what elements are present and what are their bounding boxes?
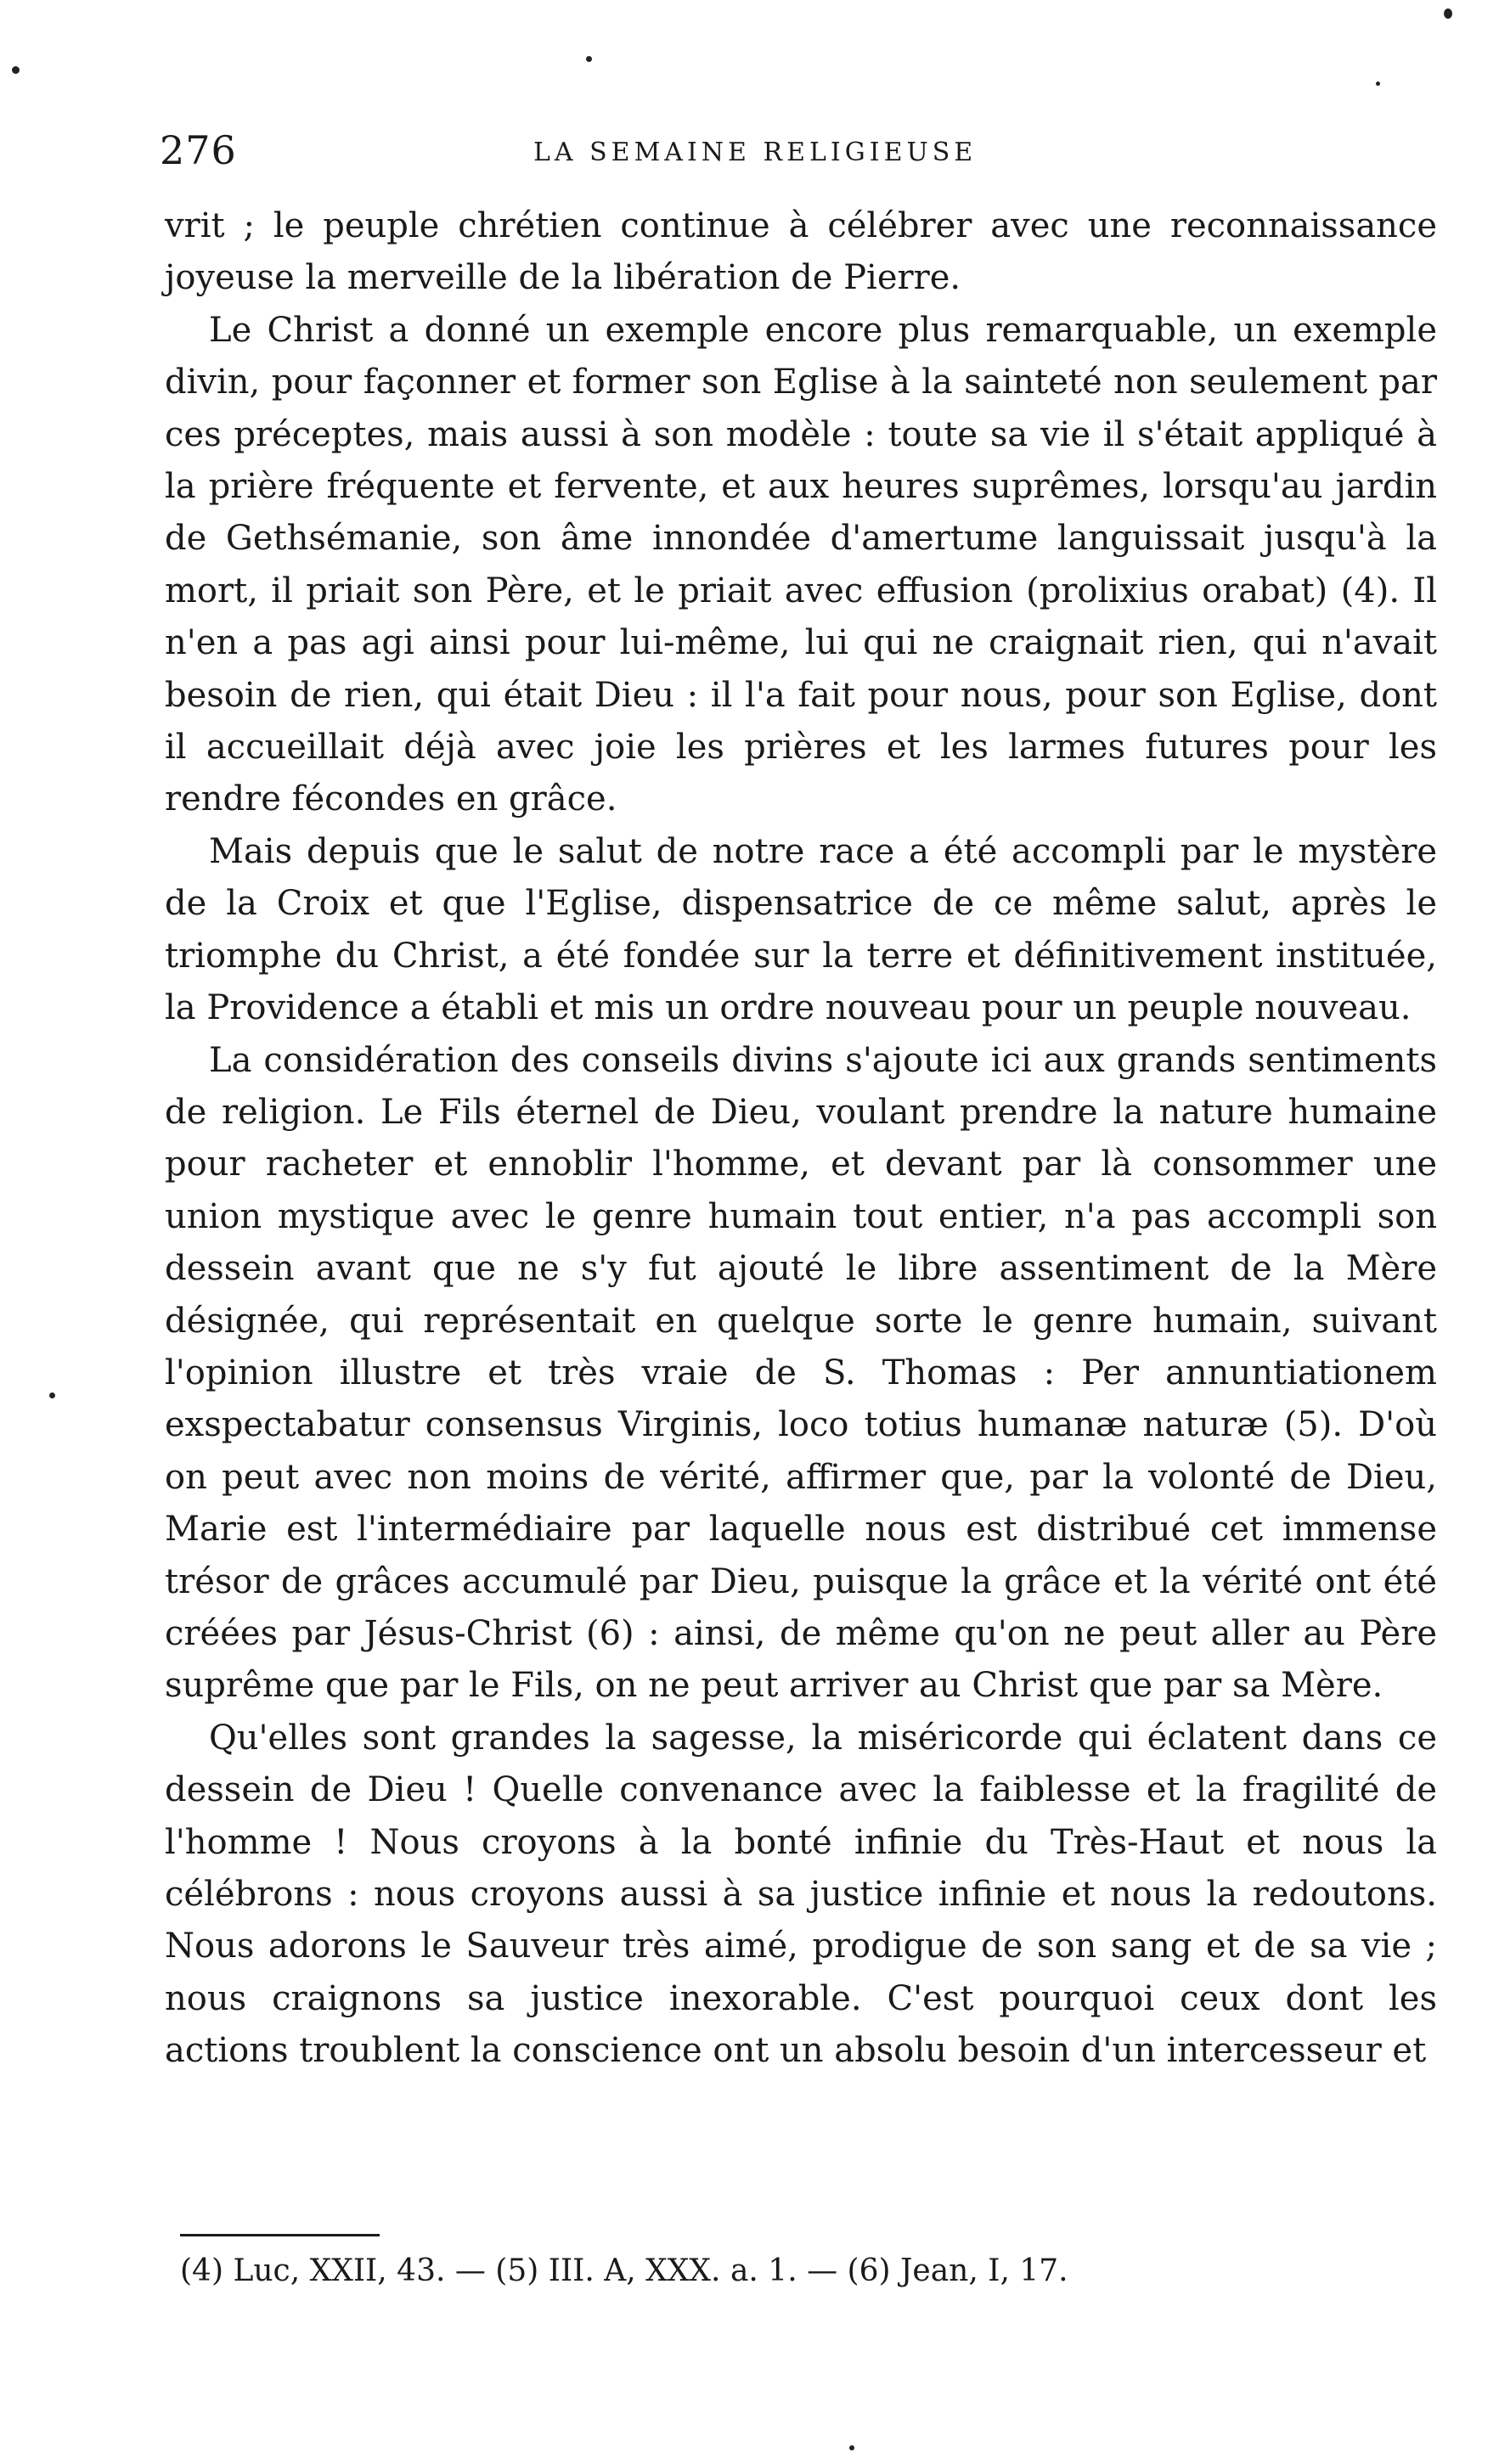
paragraph-4: La considération des conseils divins s'ajoute ici aux grands sentiments de religion. Le Fils éternel de Dieu, voulant prendre la nature humaine pour racheter et ennoblir l'homme, et devant par là consommer une union mystique avec le genre humain tout entier, n'a pas accompli son dessein avant que ne s'y fut ajouté le libre assentiment de la Mère désignée, qui représentait en quelque sorte le genre humain, suivant l'opinion illustre et très vraie de S. Thomas : Per annuntiationem exspectabatur consensus Virginis, loco totius humanæ naturæ (5). D'où on peut avec non moins de vérité, affirmer que, par la volonté de Dieu, Marie est l'intermédiaire par laquelle nous est distribué cet immense trésor de grâces accumulé par Dieu, puisque la grâce et la vérité ont été créées par Jésus-Christ (6) : ainsi, de même qu'on ne peut aller au Père suprême que par le Fils, on ne peut arriver au Christ que par sa Mère. (165, 1040, 1437, 1706)
paragraph-2: Le Christ a donné un exemple encore plus remarquable, un exemple divin, pour façonner et former son Eglise à la sainteté non seulement par ces préceptes, mais aussi à son modèle : toute sa vie il s'était appliqué à la prière fréquente et fervente, et aux heures suprêmes, lorsqu'au jardin de Gethsémanie, son âme innondée d'amertume languissait jusqu'à la mort, il priait son Père, et le priait avec effusion (prolixius orabat) (4). Il n'en a pas agi ainsi pour lui-même, lui qui ne craignait rien, qui n'avait besoin de rien, qui était Dieu : il l'a fait pour nous, pour son Eglise, dont il accueillait déjà avec joie les prières et les larmes futures pour les rendre fécondes en grâce. (165, 310, 1437, 819)
scan-speck (12, 66, 20, 74)
scan-speck (1444, 8, 1452, 19)
page-header (160, 127, 1451, 187)
scan-speck (586, 56, 592, 62)
footnote-rule (180, 2234, 380, 2236)
paragraph-5: Qu'elles sont grandes la sagesse, la miséricorde qui éclatent dans ce dessein de Dieu ! Quelle convenance avec la faiblesse et la fragilité de l'homme ! Nous croyons à la bonté infinie du Très-Haut et nous la célébrons : nous croyons aussi à sa justice infinie et nous la redoutons. Nous adorons le Sauveur très aimé, prodigue de son sang et de sa vie ; nous craignons sa justice inexorable. C'est pourquoi ceux dont les actions troublent la conscience ont un absolu besoin d'un intercesseur et (165, 1718, 1437, 2071)
page-number: 276 (160, 127, 237, 173)
paragraph-3: Mais depuis que le salut de notre race a été accompli par le mystère de la Croix et que l'Eglise, dispensatrice de ce même salut, après le triomphe du Christ, a été fondée sur la terre et définitivement instituée, la Providence a établi et mis un ordre nouveau pour un peuple nouveau. (165, 831, 1437, 1028)
scan-speck (1376, 82, 1380, 86)
scan-speck (849, 2445, 854, 2450)
footnotes: (4) Luc, XXII, 43. — (5) III. A, XXX. a. 1. — (6) Jean, I, 17. (180, 2253, 1068, 2288)
scan-speck (49, 1392, 55, 1398)
body-text (165, 200, 1437, 2078)
paragraph-1: vrit ; le peuple chrétien continue à célébrer avec une reconnaissance joyeuse la merveille de la libération de Pierre. (165, 206, 1437, 298)
running-title: LA SEMAINE RELIGIEUSE (533, 138, 978, 167)
